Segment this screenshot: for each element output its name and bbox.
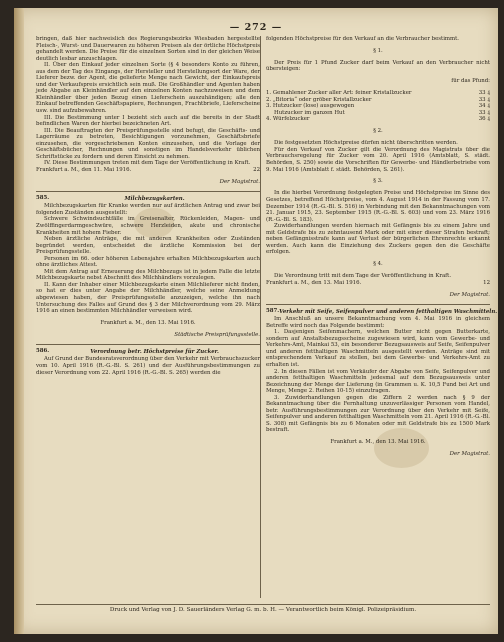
divider	[36, 344, 260, 345]
paragraph: 3. Zuwiderhandlungen gegen die Ziffern 2 werden nach § 9 der Bekanntmachung über die Fernhaltung unzuverlässiger Personen vom Handel, betr. Ausführungsbestimmungen zur Verordnung über den Verkehr mit Seife, Seifenpulver und anderen fetthaltigen Waschmitteln vom 21. April 1916 (R.-G.-Bl. S. 308) mit Gefängnis bis zu 6 Monaten oder mit Geldstrafe bis zu 1500 Mark bestraft.	[266, 394, 490, 434]
paragraph: Schwere Schwindsuchtfälle im Greisenalter, Rückenleiden, Magen- und Zwölffingerdarmgeschwüre, schwere Herzleiden, akute und chronische Krankheiten mit hohem Fieber.	[36, 216, 260, 236]
paragraph: IV. Diese Bestimmungen treten mit dem Tage der Veröffentlichung in Kraft.	[44, 160, 251, 167]
paragraph: Mit dem Antrag auf Erneuerung des Milchbezugs ist in jedem Falle die letzte Milchbezugskarte nebst Abschnitt des Milchhändlers vorzulegen.	[36, 268, 260, 282]
price-value: 33 ₰	[478, 109, 490, 116]
date-line: Frankfurt a. M., den 13. Mai 1916.	[100, 320, 196, 327]
price-item: 3. Hutzucker (lose) ausgewogen	[266, 103, 355, 110]
paragraph: Für den Verkauf von Zucker gilt die Verordnung des Magistrats über die Verbrauchsregelung für Zucker vom 20. April 1916 (Amtsblatt, S. städt. Behörden, S. 250) sowie die Vorschriften für Gewerbe- und Händlerbetriebe vom 9. Mai 1916 (Amtsblatt f. städt. Behörden, S. 261).	[266, 146, 490, 173]
paragraph: Neben ärztliche Anträge, die mit anderen Krankheiten oder Zuständen begründet werden, entscheidet die ärztliche Kommission bei der Preisprüfungsstelle.	[36, 236, 260, 256]
section-number: § 1.	[373, 47, 383, 54]
section-number: 587.	[266, 307, 280, 314]
section-heading-row	[36, 348, 260, 357]
paragraph: Zuwiderhandlungen werden hiernach mit Gefängnis bis zu einem Jahre und mit Geldstrafe bis zu zehntausend Mark oder mit einer dieser Strafen bestraft; neben Gefängnisstrafe kann auf Verlust der bürgerlichen Ehrenrechte erkannt werden. Auch kann die Einziehung des Zuckers gegen den die Geschäfte erfolgen.	[266, 223, 490, 256]
paragraph: Milchbezugskarten für Kranke werden nur auf ärztlichen Antrag und zwar bei folgenden Zuständen ausgestellt:	[36, 203, 260, 216]
price-value: 33 ₰	[478, 90, 490, 97]
date-line	[36, 167, 260, 174]
binding-gutter	[14, 8, 24, 634]
document-page	[14, 8, 498, 634]
section-title: Milchbezugskarten.	[124, 195, 185, 202]
issue-number: 12	[483, 279, 490, 286]
imprint-footer: Druck und Verlag von J. D. Sauerländers Verlag G. m. b. H. — Verantwortlich beim Königl. Polizeipräsidium.	[36, 604, 490, 613]
paragraph: bringen, daß hier nachweislich des Regierungsbezirks Wiesbaden hergestellte Fleisch-, Wurst- und Dauerwaren zu höheren Preisen als der örtliche Höchstpreis gehandelt werden. Die Preise für die einzelnen Sorten sind in der gleichen Weise deutlich lesbar anzuschlagen.	[36, 36, 260, 62]
right-column	[266, 36, 498, 463]
paragraph: Im Anschluß an unsere Bekanntmachung vom 4. Mai 1916 in gleichem Betreffe wird noch das Folgende bestimmt:	[266, 316, 490, 329]
paragraph: Die Verordnung tritt mit dem Tage der Veröffentlichung in Kraft.	[274, 273, 452, 280]
paragraph: III. Die Beauftragten der Preisprüfungsstelle sind befugt, die Geschäfts- und Lagerräume zu betreten, Besichtigungen vorzunehmen, Geschäftsbriefe einzusehen, die vorgeschriebenen Konten einzusehen, und die Vorlage der Geschäftsbücher, Rechnungen und sonstigen im Handelsverkehr üblichen Schriftstücke zu fordern und deren Einsicht zu nehmen.	[36, 127, 260, 160]
section-number: § 4.	[373, 261, 383, 268]
paragraph: Der Preis für 1 Pfund Zucker darf beim Verkauf an den Verbraucher nicht übersteigen:	[266, 59, 490, 73]
section-number: § 2.	[373, 128, 383, 135]
column-divider	[260, 36, 261, 598]
signature: Der Magistrat.	[449, 291, 490, 298]
price-item: Hutzucker im ganzen Hut	[274, 109, 345, 116]
paragraph: II. Kann der Inhaber einer Milchbezugskarte einen Milchlieferer nicht finden, so hat er dies unter Angabe der Milchhändler, welche seine Anmeldung abgewiesen haben, der Preisprüfungsstelle anzuzeigen, welche ihn nach Untersuchung des Falles auf Grund des § 3 der Milchverordnung vom 29. März 1916 an einen bestimmten Milchhändler verweisen wird.	[36, 281, 260, 315]
section-heading-row	[36, 195, 260, 204]
price-column-header: für das Pfund:	[451, 78, 490, 85]
left-column	[36, 36, 260, 376]
paragraph: Personen im 66. oder höheren Lebensjahre erhalten Milchbezugskarten auch ohne ärztliches Attest.	[36, 255, 260, 269]
signature: Der Magistrat.	[219, 178, 260, 185]
paragraph: 2. In diesen Fällen ist vom Verkäufer der Abgabe von Seife, Seifenpulver und anderen fetthaltigen Waschmitteln jedesmal auf dem Bezugsausweis unter Bezeichnung der Menge der Lieferung (in Grammen u. K. 10,5 Fund bei Art und Menge, Menge 2. Reihen 10-15) einzutragen.	[266, 368, 490, 395]
price-item: 1. Gemahlener Zucker aller Art: feiner Kristallzucker	[266, 90, 412, 97]
date-text: Frankfurt a. M., den 13. Mai 1916.	[266, 279, 362, 286]
date-line: Frankfurt a. M., den 13. Mai 1916.	[330, 439, 426, 446]
section-number: 585.	[36, 194, 50, 201]
divider	[266, 304, 490, 305]
section-heading-row	[266, 307, 498, 317]
signature: Der Magistrat.	[449, 451, 490, 458]
divider	[36, 191, 260, 192]
section-number: § 3.	[373, 178, 383, 185]
paragraph: In die hierbei Verordnung festgelegten Preise und Höchstpreise im Sinne des Gesetzes, betreffend Höchstpreise, vom 4. August 1914 in der Fassung vom 17. Dezember 1914 (R.-G.-Bl. S. 516) in Verbindung mit den Bekanntmachungen vom 21. Januar 1915, 23. September 1915 (R.-G.-Bl. S. 603) und vom 23. März 1916 (R.-G.-Bl. S. 183).	[266, 190, 490, 223]
price-item: 4. Würfelzucker	[266, 116, 310, 123]
paragraph: folgenden Höchstpreise für den Verkauf an die Verbraucher bestimmt.	[266, 36, 460, 42]
price-value: 34 ₰	[478, 103, 490, 110]
price-list	[266, 90, 490, 123]
price-row	[266, 116, 490, 123]
section-title: Verordnung betr. Höchstpreise für Zucker.	[90, 348, 219, 355]
price-value: 33 ₰	[478, 96, 490, 103]
section-title: Verkehr mit Seife, Seifenpulver und anderen fetthaltigen Waschmitteln.	[279, 308, 498, 315]
paragraph: 1. Dasjenigen Seifenmachern, welchen Butter nicht gegen Butterkarte, sondern auf Anstaltsbezugsscheine zugewiesen wird, kann vom Gewerbe- und Verkehrs-Amt, Mainkai 53, ein besonderer Bezugsausweis auf Seife, Seifenpulver und anderen fetthaltigen Waschmitteln ausgestellt werden. Anträge sind mit entsprechendem Verkauf zu stellen, bei dem Gewerbe- und Verkehrs-Amt zu erhalten ist.	[266, 329, 490, 369]
paragraph: III. Die Bestimmung unter I bezieht sich auch auf die bereits in der Stadt befindlichen Waren der hierbei bezeichneten Art.	[36, 114, 260, 128]
price-item: 2. „Bitoria“ oder gröber Kristallzucker	[266, 96, 372, 103]
date-line	[266, 280, 490, 287]
section-number: 586.	[36, 347, 50, 354]
page-number-header: — 272 —	[229, 22, 283, 33]
paragraph: II. Über den Einkauf jeder einzelnen Sorte (§ 4 besonders Konto zu führen, aus dem der Tag des Eingangs, der Hersteller und Herstellungsort der Ware, der Lieferer bezw. der Agent, die gelieferte Menge nach Gewicht, der Einkaufspreis und der Verkaufspreis ersichtlich sein muß. Die Großhändler und Agenten haben jede Abgabe an Kleinhändler auf den einzelnen Konten nachzuweisen und dem Kleinhändler über jeden Bezug einen Lieferschein auszuhändigen; alle den Einkauf betreffenden Geschäftspapiere, Rechnungen, Frachtbriefe, Lieferscheine usw. sind aufzubewahren.	[36, 62, 260, 115]
paragraph: Die festgesetzten Höchstpreise dürfen nicht überschritten werden.	[274, 140, 458, 147]
issue-number: 22	[253, 166, 260, 173]
signature: Städtische Preisprüfungsstelle.	[174, 331, 260, 338]
paragraph: Auf Grund der Bundesratsverordnung über den Verkehr mit Verbrauchszucker vom 10. April 1916 (R.-G.-Bl. S. 261) und der Ausführungsbestimmungen zu dieser Verordnung vom 22. April 1916 (R.-G.-Bl. S. 265) werden die	[36, 356, 260, 376]
price-value: 36 ₰	[478, 116, 490, 123]
date-text: Frankfurt a. M., den 11. Mai 1916.	[36, 166, 132, 173]
